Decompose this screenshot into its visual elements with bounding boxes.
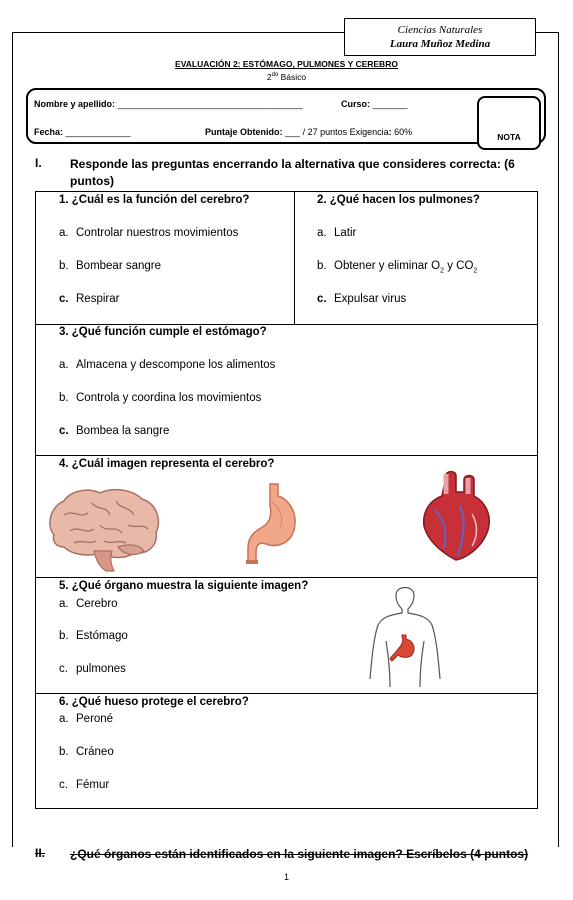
q5-option-a[interactable] [59, 598, 118, 610]
name-field[interactable]: _____________________________________ [117, 99, 303, 109]
nota-box[interactable] [477, 96, 541, 150]
page-frame-right [558, 32, 559, 847]
grade-superscript: do [271, 72, 279, 79]
option-text: Bombear sangre [76, 260, 162, 272]
q1-option-c[interactable] [59, 293, 119, 305]
option-text: pulmones [76, 663, 126, 675]
q5-option-b[interactable] [59, 630, 128, 642]
grade-number: 2 [266, 72, 272, 82]
option-text: Cerebro [76, 598, 118, 610]
score-total: / 27 puntos [302, 127, 348, 137]
q1-option-b[interactable] [59, 260, 161, 272]
option-letter: c. [59, 425, 69, 437]
table-row-divider [35, 324, 538, 325]
option-text: Controlar nuestros movimientos [76, 227, 239, 239]
q2-option-a[interactable] [317, 227, 356, 239]
table-column-divider [294, 191, 295, 324]
option-text: Cráneo [76, 746, 114, 758]
table-row-divider [35, 455, 538, 456]
option-text: y CO [444, 260, 474, 272]
page-frame-left [12, 32, 13, 847]
option-text: Obtener y eliminar O [334, 260, 441, 272]
option-text: Bombea la sangre [76, 425, 170, 437]
option-letter: b. [59, 746, 69, 758]
stomach-icon[interactable] [244, 482, 300, 566]
option-letter: a. [59, 227, 69, 239]
option-letter: c. [317, 293, 327, 305]
nota-label: NOTA [497, 132, 521, 142]
name-row [34, 99, 303, 109]
option-text: Peroné [76, 713, 114, 725]
section-1-instruction: Responde las preguntas encerrando la alternativa que consideres correcta: (6 puntos) [70, 157, 515, 188]
option-text: Latir [334, 227, 357, 239]
option-letter: b. [59, 260, 69, 272]
question-2: 2. ¿Qué hacen los pulmones? [317, 194, 480, 206]
brain-icon[interactable] [44, 485, 164, 573]
option-letter: c. [59, 663, 68, 675]
q5-option-c[interactable] [59, 663, 126, 675]
exigencia-value: 60% [394, 127, 413, 137]
option-letter: b. [59, 392, 69, 404]
section-2-instruction: ¿Qué órganos están identificados en la siguiente imagen? Escríbelos (4 puntos) [70, 847, 529, 861]
option-letter: a. [59, 713, 69, 725]
q2-option-c[interactable] [317, 293, 406, 305]
q1-option-a[interactable] [59, 227, 238, 239]
grade-text: Básico [278, 72, 307, 82]
subscript: 2 [473, 267, 478, 275]
exigencia-colon: : [388, 127, 392, 137]
grade-label [0, 72, 573, 82]
q6-option-c[interactable] [59, 779, 109, 791]
option-text: Almacena y descompone los alimentos [76, 359, 276, 371]
option-letter: b. [59, 630, 69, 642]
course-box [344, 18, 536, 56]
name-label: Nombre y apellido: [34, 99, 116, 109]
question-6: 6. ¿Qué hueso protege el cerebro? [59, 696, 249, 708]
option-text: Fémur [76, 779, 110, 791]
option-letter: a. [317, 227, 327, 239]
option-letter: c. [59, 779, 68, 791]
stomach-small-icon [390, 635, 414, 661]
score-row [205, 127, 412, 137]
course-label: Curso: [341, 99, 370, 109]
exigencia-label: Exigencia [349, 127, 389, 137]
q6-option-a[interactable] [59, 713, 113, 725]
date-row [34, 127, 131, 137]
q3-option-c[interactable] [59, 425, 169, 437]
question-3: 3. ¿Qué función cumple el estómago? [59, 326, 267, 338]
page-number: 1 [283, 872, 289, 882]
evaluation-title: EVALUACIÓN 2: ESTÓMAGO, PULMONES Y CEREBRO [175, 59, 398, 69]
date-field[interactable]: _____________ [65, 127, 131, 137]
option-text: Respirar [76, 293, 120, 305]
question-4: 4. ¿Cuál imagen representa el cerebro? [59, 458, 275, 470]
body-outline-icon [362, 583, 448, 689]
table-row-divider [35, 693, 538, 694]
section-1-number: I. [35, 156, 42, 170]
q6-option-b[interactable] [59, 746, 114, 758]
heart-icon[interactable] [420, 470, 494, 562]
subscript: 2 [440, 267, 445, 275]
option-letter: a. [59, 359, 69, 371]
table-row-divider [35, 577, 538, 578]
course-row [341, 99, 408, 109]
option-letter: b. [317, 260, 327, 272]
q3-option-b[interactable] [59, 392, 261, 404]
subject-name: Ciencias Naturales [397, 24, 483, 36]
course-field[interactable]: _______ [372, 99, 408, 109]
question-1: 1. ¿Cuál es la función del cerebro? [59, 194, 250, 206]
option-text: Estómago [76, 630, 128, 642]
option-text: Controla y coordina los movimientos [76, 392, 262, 404]
question-5: 5. ¿Qué órgano muestra la siguiente imagen? [59, 580, 309, 592]
option-letter: a. [59, 598, 69, 610]
section-2-number: II. [35, 846, 46, 860]
q3-option-a[interactable] [59, 359, 275, 371]
teacher-name: Laura Muñoz Medina [389, 38, 491, 50]
option-text: Expulsar virus [334, 293, 407, 305]
date-label: Fecha: [34, 127, 64, 137]
score-field[interactable]: ___ [285, 127, 301, 137]
option-letter: c. [59, 293, 69, 305]
score-label: Puntaje Obtenido: [205, 127, 283, 137]
q2-option-b[interactable] [317, 260, 477, 274]
